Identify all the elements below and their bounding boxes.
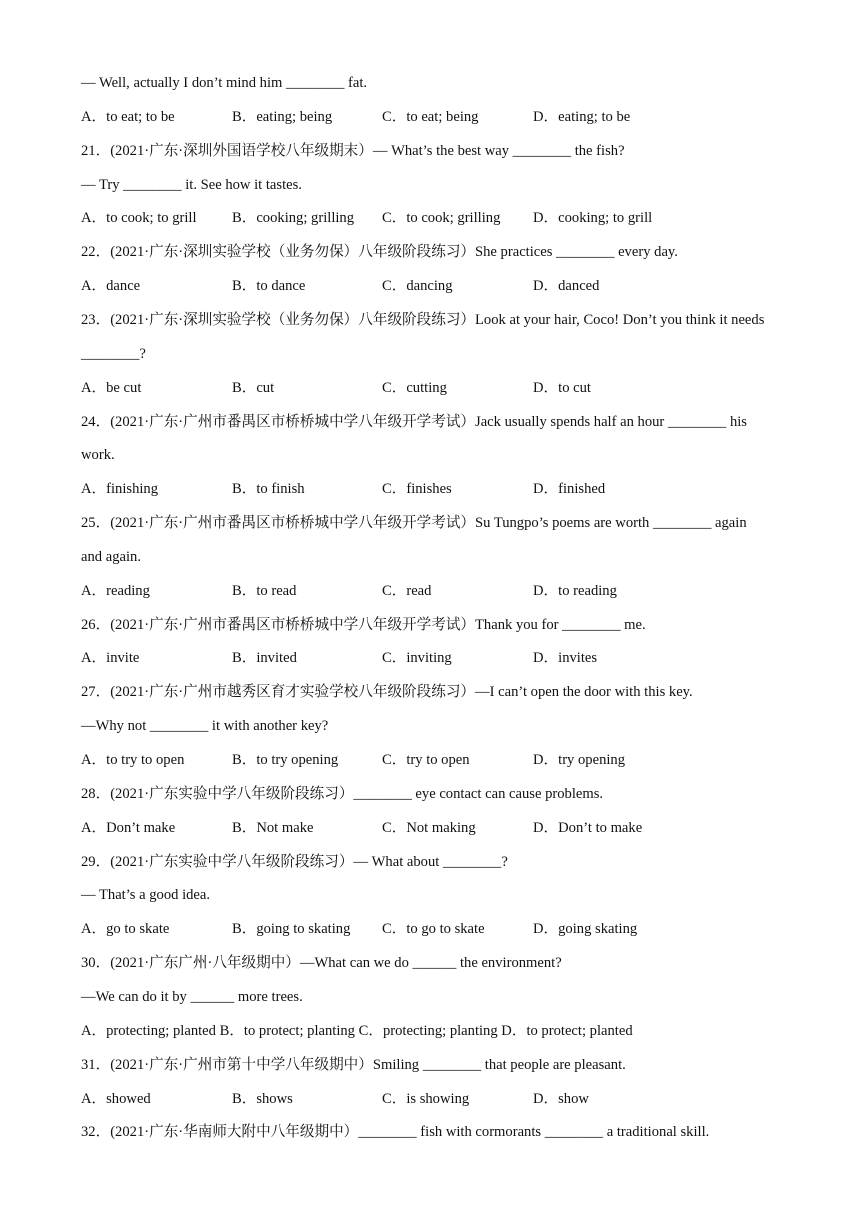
answer-option: D．invites bbox=[533, 650, 598, 666]
answer-option: A．go to skate bbox=[81, 921, 170, 937]
answer-option: B．cooking; grilling bbox=[232, 210, 355, 226]
answer-option: B．cut bbox=[232, 380, 275, 396]
text-line: — That’s a good idea. bbox=[81, 887, 211, 903]
text-line: 31．(2021·广东·广州市第十中学八年级期中）Smiling ________ that people are pleasant. bbox=[81, 1057, 626, 1073]
text-line: — Try ________ it. See how it tastes. bbox=[81, 177, 302, 193]
answer-option: C．cutting bbox=[382, 380, 447, 396]
answer-option: B．Not make bbox=[232, 820, 314, 836]
answer-option: C．to go to skate bbox=[382, 921, 485, 937]
text-line: 22．(2021·广东·深圳实验学校（业务勿保）八年级阶段练习）She practices ________ every day. bbox=[81, 244, 678, 260]
text-line: 27．(2021·广东·广州市越秀区育才实验学校八年级阶段练习）—I can’t open the door with this key. bbox=[81, 684, 693, 700]
text-line: 28．(2021·广东实验中学八年级阶段练习）________ eye contact can cause problems. bbox=[81, 786, 604, 802]
option-row bbox=[81, 919, 821, 939]
answer-option: D．cooking; to grill bbox=[533, 210, 653, 226]
answer-option: B．to dance bbox=[232, 278, 306, 294]
answer-option: A．showed bbox=[81, 1091, 151, 1107]
text-line: and again. bbox=[81, 549, 141, 565]
text-line: — Well, actually I don’t mind him ________ fat. bbox=[81, 75, 368, 91]
answer-option: D．show bbox=[533, 1091, 589, 1107]
text-line: —Why not ________ it with another key? bbox=[81, 718, 329, 734]
answer-option: D．Don’t to make bbox=[533, 820, 643, 836]
option-row bbox=[81, 208, 821, 228]
answer-option: D．going skating bbox=[533, 921, 638, 937]
text-line: 25．(2021·广东·广州市番禺区市桥桥城中学八年级开学考试）Su Tungpo’s poems are worth ________ again bbox=[81, 515, 747, 531]
text-line: 21．(2021·广东·深圳外国语学校八年级期末）— What’s the best way ________ the fish? bbox=[81, 143, 625, 159]
answer-option: A．be cut bbox=[81, 380, 142, 396]
answer-option: B．invited bbox=[232, 650, 297, 666]
answer-option: C．Not making bbox=[382, 820, 476, 836]
answer-option: D．to reading bbox=[533, 583, 617, 599]
option-row bbox=[81, 648, 821, 668]
option-row bbox=[81, 1089, 821, 1109]
answer-option: A．Don’t make bbox=[81, 820, 176, 836]
option-row bbox=[81, 750, 821, 770]
answer-option: A．to try to open bbox=[81, 752, 185, 768]
answer-option: A．dance bbox=[81, 278, 141, 294]
text-line: ________? bbox=[81, 346, 146, 362]
text-line: —We can do it by ______ more trees. bbox=[81, 989, 303, 1005]
answer-option: B．going to skating bbox=[232, 921, 351, 937]
answer-option: B．to read bbox=[232, 583, 297, 599]
text-line: A．protecting; planted B．to protect; planting C．protecting; planting D．to protect; planted bbox=[81, 1023, 633, 1039]
option-row bbox=[81, 581, 821, 601]
answer-option: D．finished bbox=[533, 481, 606, 497]
option-row bbox=[81, 276, 821, 296]
answer-option: C．finishes bbox=[382, 481, 452, 497]
answer-option: C．inviting bbox=[382, 650, 452, 666]
text-line: 32．(2021·广东·华南师大附中八年级期中）________ fish with cormorants ________ a traditional skill. bbox=[81, 1124, 710, 1140]
answer-option: B．eating; being bbox=[232, 109, 333, 125]
answer-option: C．try to open bbox=[382, 752, 470, 768]
answer-option: A．reading bbox=[81, 583, 150, 599]
answer-option: A．invite bbox=[81, 650, 140, 666]
answer-option: C．read bbox=[382, 583, 432, 599]
answer-option: B．to finish bbox=[232, 481, 305, 497]
answer-option: C．to cook; grilling bbox=[382, 210, 501, 226]
answer-option: C．is showing bbox=[382, 1091, 470, 1107]
option-row bbox=[81, 818, 821, 838]
text-line: 23．(2021·广东·深圳实验学校（业务勿保）八年级阶段练习）Look at your hair, Coco! Don’t you think it needs bbox=[81, 312, 765, 328]
option-row bbox=[81, 378, 821, 398]
answer-option: A．to cook; to grill bbox=[81, 210, 197, 226]
answer-option: C．to eat; being bbox=[382, 109, 479, 125]
answer-option: A．to eat; to be bbox=[81, 109, 175, 125]
text-line: 29．(2021·广东实验中学八年级阶段练习）— What about ________? bbox=[81, 854, 508, 870]
answer-option: A．finishing bbox=[81, 481, 159, 497]
answer-option: B．shows bbox=[232, 1091, 293, 1107]
answer-option: C．dancing bbox=[382, 278, 453, 294]
answer-option: B．to try opening bbox=[232, 752, 339, 768]
option-row bbox=[81, 107, 821, 127]
option-row bbox=[81, 479, 821, 499]
answer-option: D．to cut bbox=[533, 380, 591, 396]
answer-option: D．danced bbox=[533, 278, 600, 294]
answer-option: D．eating; to be bbox=[533, 109, 631, 125]
text-line: 24．(2021·广东·广州市番禺区市桥桥城中学八年级开学考试）Jack usually spends half an hour ________ his bbox=[81, 414, 747, 430]
text-line: 26．(2021·广东·广州市番禺区市桥桥城中学八年级开学考试）Thank you for ________ me. bbox=[81, 617, 646, 633]
text-line: work. bbox=[81, 447, 115, 463]
text-line: 30．(2021·广东广州·八年级期中）—What can we do ______ the environment? bbox=[81, 955, 562, 971]
answer-option: D．try opening bbox=[533, 752, 626, 768]
